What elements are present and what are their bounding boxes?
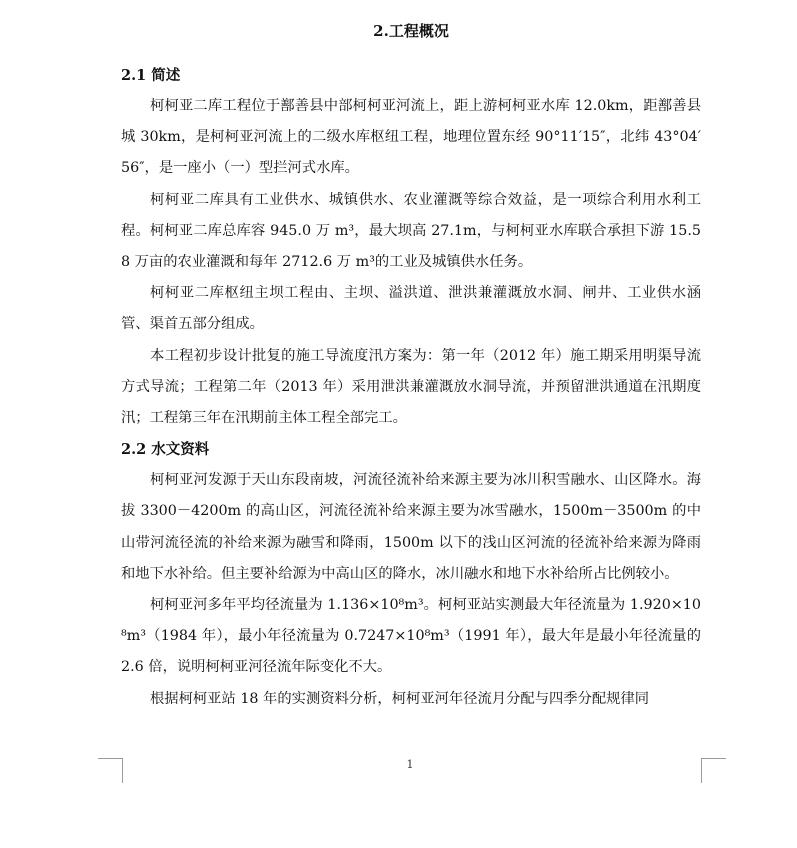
document-body <box>121 14 701 715</box>
page-number: 1 <box>406 758 414 771</box>
paragraph-annual-runoff: 柯柯亚河多年平均径流量为 1.136×10⁸m³。柯柯亚站实测最大年径流量为 1.920×10⁸m³（1984 年），最小年径流量为 0.7247×10⁸m³（1991 年），最大年是最小年径流量的 2.6 倍，说明柯柯亚河径流年际变化不大。 <box>121 597 701 676</box>
paragraph-monthly-distribution: 根据柯柯亚站 18 年的实测资料分析，柯柯亚河年径流月分配与四季分配规律同 <box>150 690 650 707</box>
section-heading-overview: 2.1 简述 <box>121 67 181 84</box>
paragraph-diversion-plan: 本工程初步设计批复的施工导流度汛方案为：第一年（2012 年）施工期采用明渠导流方式导流；工程第二年（2013 年）采用泄洪兼灌溉放水洞导流，并预留泄洪通道在汛期度汛；工程第三年在汛期前主体工程全部完工。 <box>121 347 701 427</box>
page-corner-mark-left <box>98 758 123 783</box>
paragraph-components: 柯柯亚二库枢纽主坝工程由、主坝、溢洪道、泄洪兼灌溉放水洞、闸井、工业供水涵管、渠首五部分组成。 <box>121 285 701 333</box>
section-heading-hydrology: 2.2 水文资料 <box>121 441 210 459</box>
paragraph-location: 柯柯亚二库工程位于鄯善县中部柯柯亚河流上，距上游柯柯亚水库 12.0km，距鄯善县城 30km，是柯柯亚河流上的二级水库枢纽工程，地理位置东经 90°11′15″，北纬 43°04′56″，是一座小（一）型拦河式水库。 <box>121 98 701 177</box>
paragraph-benefits: 柯柯亚二库具有工业供水、城镇供水、农业灌溉等综合效益，是一项综合利用水利工程。柯柯亚二库总库容 945.0 万 m³，最大坝高 27.1m，与柯柯亚水库联合承担下游 15.58 万亩的农业灌溉和每年 2712.6 万 m³的工业及城镇供水任务。 <box>121 191 701 271</box>
page-corner-mark-right <box>701 758 726 783</box>
paragraph-runoff-sources: 柯柯亚河发源于天山东段南坡，河流径流补给来源主要为冰川积雪融水、山区降水。海拔 3300－4200m 的高山区，河流径流补给来源主要为冰雪融水，1500m－3500m 的中山带河流径流的补给来源为融雪和降雨，1500m 以下的浅山区河流的径流补给来源为降雨和地下水补给。但主要补给源为中高山区的降水，冰川融水和地下水补给所占比例较小。 <box>121 472 701 582</box>
page-title: 2.工程概况 <box>373 22 449 40</box>
